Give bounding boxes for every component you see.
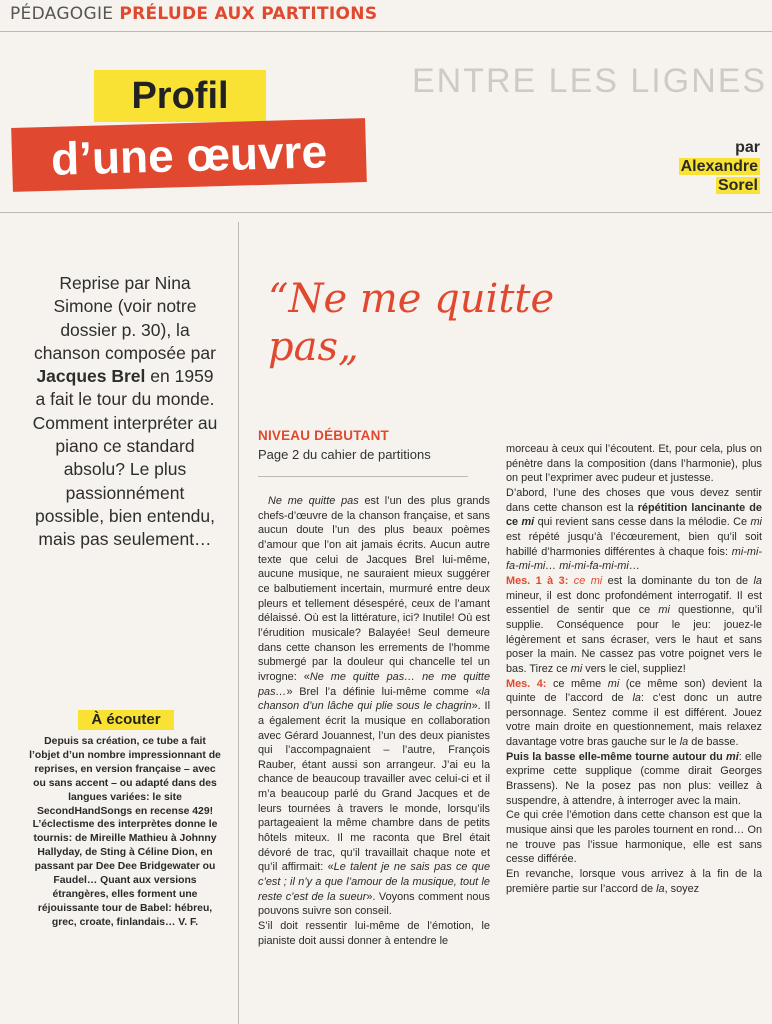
header-rule: [0, 31, 772, 32]
text: de basse.: [688, 736, 739, 749]
author-last: Sorel: [717, 177, 758, 194]
lyric-quote: Ne me quitte pas… ne me quitte pas…: [258, 670, 490, 698]
text: , soyez: [664, 882, 700, 895]
note: mi: [658, 604, 670, 617]
paragraph: [506, 750, 762, 809]
paragraph: Ce qui crée l’émotion dans cette chanson est que la musique ainsi que les paroles tournent en rond… On ne trouve pas l’issue harmonique, elle est sans cesse différée.: [506, 809, 762, 866]
text: En revanche, lorsque vous arrivez à la fin de la première partie sur l’accord de: [506, 868, 762, 895]
note: mi: [518, 516, 535, 529]
article-column-2: [506, 442, 762, 1024]
note: mi: [750, 516, 762, 529]
note: mi: [570, 662, 583, 675]
text: ». Il a également écrit la musique en collaboration avec Gérard Jouannest, l’un des deux pianistes qui l’accompagnaient – l’autre, François Rauber, étant aussi son arrangeur. J’ai eu la chance de beaucoup travailler avec celui-ci et il m’a beaucoup parlé du Grand Jacques et de leurs tournées à travers le monde, lorsqu’ils partageaient la même chambre dans de petits hôtels miteux. Il me raconta que Brel était dévoré de trac, qu’il travaillait chaque note et qu’il affirmait: «: [258, 700, 490, 874]
intro-part-b: en 1959 a fait le tour du monde. Comment interpréter au piano ce standard absolu? Le plus passionnément possible, bien entendu, mais pas seulement…: [32, 366, 218, 550]
note: ce mi: [568, 574, 603, 587]
level-rule: [258, 476, 468, 477]
text: (ce même son) devient la quinte de l’accord de: [506, 677, 762, 705]
text: D’abord, l’une des choses que vous devez sentir dans cette chanson est la: [506, 486, 762, 514]
text: vers le ciel, suppliez!: [582, 662, 686, 675]
paragraph: morceau à ceux qui l’écoutent. Et, pour cela, plus on pénètre dans la composition (dans l’harmonie), plus on peut l’exprimer avec pudeur et justesse.: [506, 443, 762, 485]
author-first: Alexandre: [680, 158, 758, 175]
running-header: [10, 4, 377, 24]
text: ». Voyons comment nous pouvons suivre son conseil.: [258, 890, 490, 918]
note: mi: [726, 750, 739, 763]
note: la: [656, 882, 665, 895]
text: : elle exprime cette supplique (comme dirait Georges Brassens). Ne la posez pas non plus: veillez à suspendre, à attendre, à interroger avec la main.: [506, 750, 762, 807]
song-title-quote: “Ne me quitte pas„: [268, 276, 555, 370]
text: est répété jusqu’à l’écœurement, bien qu’il soit habillé d’harmonies différentes à chaque fois:: [506, 530, 762, 558]
section-title: PRÉLUDE AUX PARTITIONS: [119, 4, 378, 24]
title-rule: [0, 212, 772, 213]
text: est la dominante du ton de: [602, 574, 754, 587]
paragraph: [258, 494, 490, 919]
byline: [560, 138, 760, 195]
text: qui revient sans cesse dans la mélodie. Ce: [534, 516, 751, 529]
level-page: Page 2 du cahier de partitions: [258, 447, 431, 462]
intro-text: [30, 272, 220, 552]
ecouter-text: Depuis sa création, ce tube a fait l’objet d’un nombre impressionnant de reprises, en version française – avec ou sans accent – ou adapté dans des langues variées: le site SecondHandSongs en recense 429! L’éclectisme des interprètes donne le tournis: de Mireille Mathieu à Johnny Hallyday, de Sting à Céline Dion, en passant par Dee Dee Bridgewater ou Faudel… Quant aux versions étrangères, elles forment une réjouissante tour de Babel: hébreu, grec, croate, finlandais… V. F.: [29, 736, 221, 928]
measure-label: Mes. 1 à 3:: [506, 574, 569, 587]
section-label: PÉDAGOGIE: [10, 4, 114, 24]
column-divider: [238, 222, 239, 1024]
text: ce même: [546, 677, 608, 690]
note: la: [632, 692, 641, 705]
brel-quote: Le talent je ne sais pas ce que c’est ; il n’y a que l’amour de la musique, tout le reste c’est de la sueur: [258, 861, 490, 903]
emphasis: répétition lancinante de ce: [506, 501, 762, 529]
note-sequence: mi-mi-fa-mi-mi… mi-mi-fa-mi-mi: [506, 545, 762, 573]
paragraph: [506, 486, 762, 574]
paragraph: S’il doit ressentir lui-même de l’émotion, le pianiste doit aussi donner à entendre le: [258, 920, 490, 947]
measure-label: Mes. 4:: [506, 677, 547, 690]
heading-profil: Profil: [94, 70, 266, 122]
paragraph: [506, 677, 762, 750]
text: » Brel l’a définie lui-même comme «: [286, 685, 482, 698]
level-label: NIVEAU DÉBUTANT: [258, 428, 389, 443]
brel-quote: la chanson d’un lâche qui plie sous le chagrin: [258, 685, 490, 713]
intro-part-a: Reprise par Nina Simone (voir notre dossier p. 30), la chanson composée par: [34, 273, 216, 363]
note: la: [753, 574, 762, 587]
text: : c’est donc un autre personnage. Sentez comme il est différent. Jouez votre main droite en questionnement, mais relaxez davantage votre bras gauche sur le: [506, 692, 762, 749]
paragraph: [506, 867, 762, 896]
intro-composer: Jacques Brel: [36, 366, 146, 387]
byline-par: par: [735, 139, 760, 156]
note: la: [679, 736, 689, 749]
heading-oeuvre: d’une œuvre: [11, 118, 367, 192]
text: …: [628, 560, 640, 573]
article-column-1: [258, 494, 490, 1024]
text: questionne, qu’il supplie. Conséquence pour le jeu: jouez-le légèrement et sans écraser, vers le haut et sans poser la main. Ne cassez pas votre poignet vers le bas. Tirez ce: [506, 604, 762, 675]
show-through-text: ENTRE LES LIGNES: [412, 62, 768, 100]
note: mi: [607, 677, 620, 690]
text: mineur, il est donc profondément interrogatif. Il est essentiel de sentir que ce: [506, 589, 762, 617]
ecouter-title: À écouter: [78, 710, 174, 730]
emphasis: Puis la basse elle-même tourne autour du: [506, 750, 727, 763]
text: est l’un des plus grands chefs-d’œuvre de la chanson française, et sans aucun doute l’un des plus beaux poèmes d’amour que l’on ait jamais écrits. Aucun autre texte que celui de Jacques Brel lui-même, aucune musique, ne sauraient mieux suggérer ce balbutiement incertain, murmuré entre deux pleurs et tellement désespéré, ceux de l’amant délaissé. Où est la littérature, ici? Inutile! Où est l’érudition musicale? Balayée! Seul demeure dans cette chanson les errements de l’homme submergé par la douleur qui chancelle tel un ivrogne: «: [258, 495, 490, 683]
paragraph: [506, 574, 762, 677]
work-title: Ne me quitte pas: [268, 495, 359, 507]
